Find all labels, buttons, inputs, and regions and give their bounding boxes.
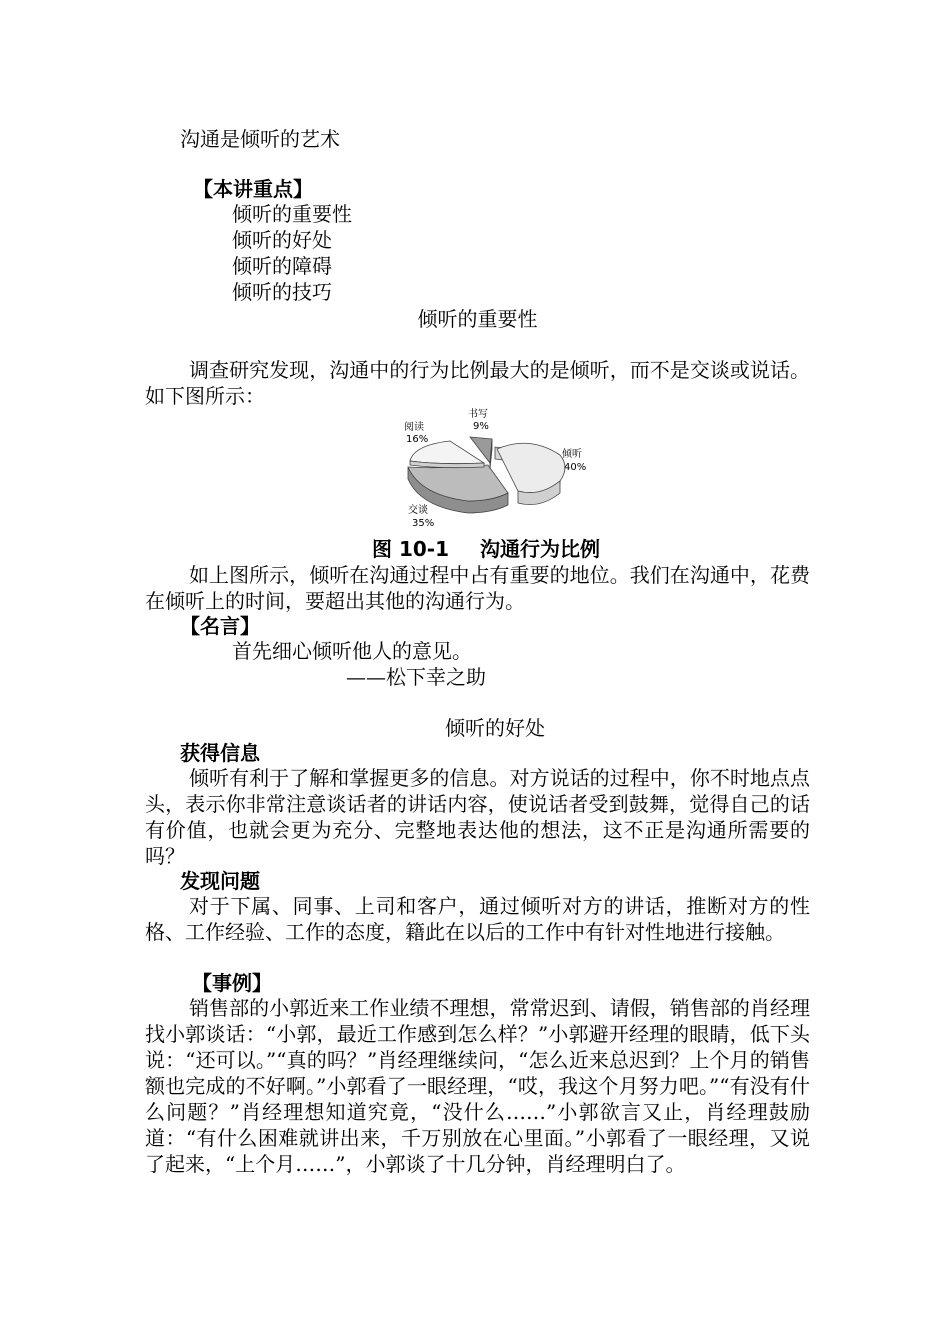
subheading: 发现问题 <box>180 869 260 893</box>
paragraph-after-figure: 如上图所示，倾听在沟通过程中占有重要的地位。我们在沟通中，花费在倾听上的时间，要超出其他的沟通行为。 <box>145 563 810 613</box>
paragraph-benefit-problems: 对于下属、同事、上司和客户，通过倾听对方的讲话，推断对方的性格、工作经验、工作的态度，籍此在以后的工作中有针对性地进行接触。 <box>145 894 810 944</box>
subheading: 获得信息 <box>180 741 260 765</box>
quote-label: 【名言】 <box>180 614 260 638</box>
case-label: 【事例】 <box>192 971 272 995</box>
paragraph-case: 销售部的小郭近来工作业绩不理想，常常迟到、请假，销售部的肖经理找小郭谈话：“小郭，最近工作感到怎么样？”小郭避开经理的眼睛，低下头说：“还可以。”“真的吗？”肖经理继续问，“怎么近来总迟到？上个月的销售额也完成的不好啊。”小郭看了一眼经理，“哎，我这个月努力吧。”“有没有什么问题？”肖经理想知道究竟，“没什么……”小郭欲言又止，肖经理鼓励道：“有什么困难就讲出来，千万别放在心里面。”小郭看了一眼经理，又说了起来，“上个月……”，小郭谈了十几分钟，肖经理明白了。 <box>145 996 810 1176</box>
paragraph-benefit-info: 倾听有利于了解和掌握更多的信息。对方说话的过程中，你不时地点点头，表示你非常注意谈话者的讲话内容，使说话者受到鼓舞，觉得自己的话有价值，也就会更为充分、完整地表达他的想法，这不正是沟通所需要的吗？ <box>145 766 810 868</box>
pie-label-reading-name: 阅读 <box>404 422 424 433</box>
figure-caption-number: 图 10-1 <box>372 537 450 561</box>
key-point-item: 倾听的障碍 <box>232 254 332 278</box>
section-heading: 倾听的好处 <box>445 716 545 740</box>
pie-label-writing-name: 书写 <box>468 409 488 420</box>
pie-label-talking-value: 35% <box>412 518 435 529</box>
pie-label-reading-value: 16% <box>406 434 429 445</box>
key-points-label: 【本讲重点】 <box>193 177 313 201</box>
key-point-item: 倾听的好处 <box>232 228 332 252</box>
figure-caption-text: 沟通行为比例 <box>480 537 600 561</box>
key-point-item: 倾听的重要性 <box>232 202 352 226</box>
document-title: 沟通是倾听的艺术 <box>180 127 340 151</box>
pie-label-listening-name: 倾听 <box>562 449 582 460</box>
pie-chart <box>400 405 610 535</box>
quote-author: ——松下幸之助 <box>346 665 486 689</box>
key-point-item: 倾听的技巧 <box>232 280 332 304</box>
pie-label-talking-name: 交谈 <box>408 505 428 516</box>
pie-label-writing-value: 9% <box>473 421 489 432</box>
section-heading: 倾听的重要性 <box>417 307 538 331</box>
quote-text: 首先细心倾听他人的意见。 <box>232 639 472 663</box>
paragraph-intro: 调查研究发现，沟通中的行为比例最大的是倾听，而不是交谈或说话。如下图所示： <box>145 358 810 408</box>
pie-label-listening-value: 40% <box>564 462 587 473</box>
pie-slice-reading <box>410 441 484 468</box>
